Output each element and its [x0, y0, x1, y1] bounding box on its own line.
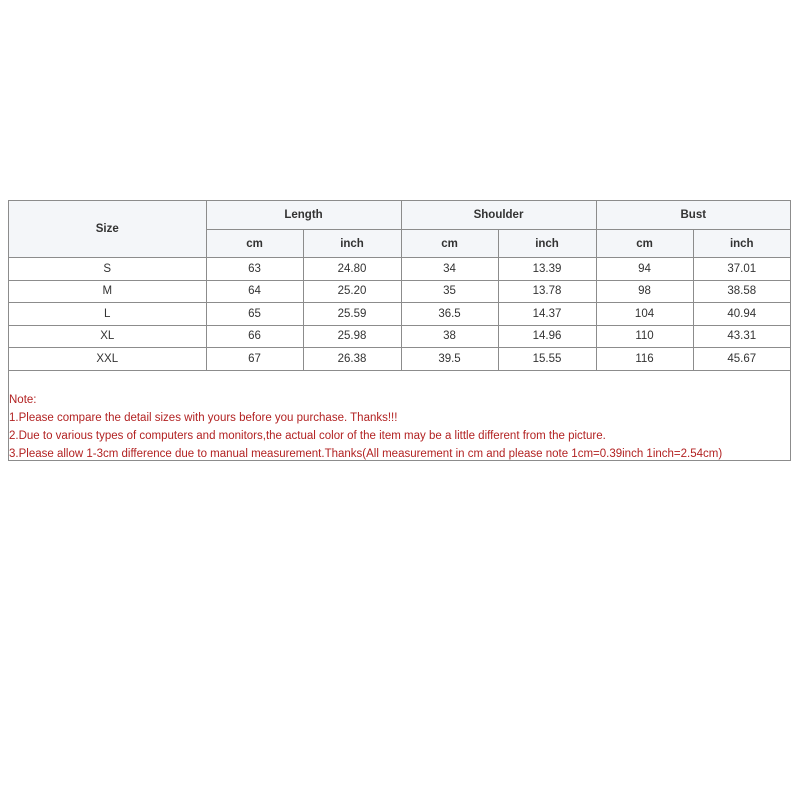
table-cell: 38.58: [693, 280, 790, 303]
table-cell: 63: [206, 258, 303, 281]
table-row: [9, 325, 790, 348]
table-row: [9, 303, 790, 326]
table-cell: 26.38: [303, 348, 401, 371]
table-cell: 14.37: [498, 303, 596, 326]
table-cell: 45.67: [693, 348, 790, 371]
table-cell: 13.78: [498, 280, 596, 303]
table-cell: 15.55: [498, 348, 596, 371]
table-cell: 24.80: [303, 258, 401, 281]
table-cell: 110: [596, 325, 693, 348]
table-cell: 98: [596, 280, 693, 303]
unit-header: cm: [596, 230, 693, 258]
table-cell: 25.98: [303, 325, 401, 348]
size-header: Size: [9, 201, 206, 258]
table-cell: 39.5: [401, 348, 498, 371]
size-table: [9, 201, 790, 371]
shoulder-header: Shoulder: [401, 201, 596, 230]
length-header: Length: [206, 201, 401, 230]
table-row: [9, 258, 790, 281]
notes-section: [9, 371, 790, 464]
table-cell: 34: [401, 258, 498, 281]
unit-header: cm: [401, 230, 498, 258]
table-row: [9, 348, 790, 371]
table-cell: 116: [596, 348, 693, 371]
notes-title: Note:: [9, 393, 37, 406]
bust-header: Bust: [596, 201, 790, 230]
table-cell: 36.5: [401, 303, 498, 326]
table-row: [9, 280, 790, 303]
table-cell: 67: [206, 348, 303, 371]
table-cell: 37.01: [693, 258, 790, 281]
table-cell: 65: [206, 303, 303, 326]
table-cell: 43.31: [693, 325, 790, 348]
unit-header: inch: [498, 230, 596, 258]
note-line: 1.Please compare the detail sizes with yours before you purchase. Thanks!!!: [9, 411, 398, 424]
table-cell: 64: [206, 280, 303, 303]
size-cell: XL: [9, 325, 206, 348]
header-group-row: [9, 201, 790, 230]
size-cell: M: [9, 280, 206, 303]
size-cell: S: [9, 258, 206, 281]
size-chart: [8, 200, 791, 461]
table-cell: 66: [206, 325, 303, 348]
table-cell: 14.96: [498, 325, 596, 348]
unit-header: inch: [303, 230, 401, 258]
table-cell: 13.39: [498, 258, 596, 281]
table-cell: 38: [401, 325, 498, 348]
table-cell: 25.59: [303, 303, 401, 326]
note-line: 3.Please allow 1-3cm difference due to manual measurement.Thanks(All measurement in cm and please note 1cm=0.39inch 1inch=2.54cm): [9, 448, 723, 461]
table-cell: 94: [596, 258, 693, 281]
table-cell: 25.20: [303, 280, 401, 303]
note-line: 2.Due to various types of computers and monitors,the actual color of the item may be a little different from the picture.: [9, 430, 606, 443]
table-cell: 40.94: [693, 303, 790, 326]
table-cell: 104: [596, 303, 693, 326]
table-cell: 35: [401, 280, 498, 303]
size-cell: L: [9, 303, 206, 326]
size-cell: XXL: [9, 348, 206, 371]
unit-header: cm: [206, 230, 303, 258]
unit-header: inch: [693, 230, 790, 258]
